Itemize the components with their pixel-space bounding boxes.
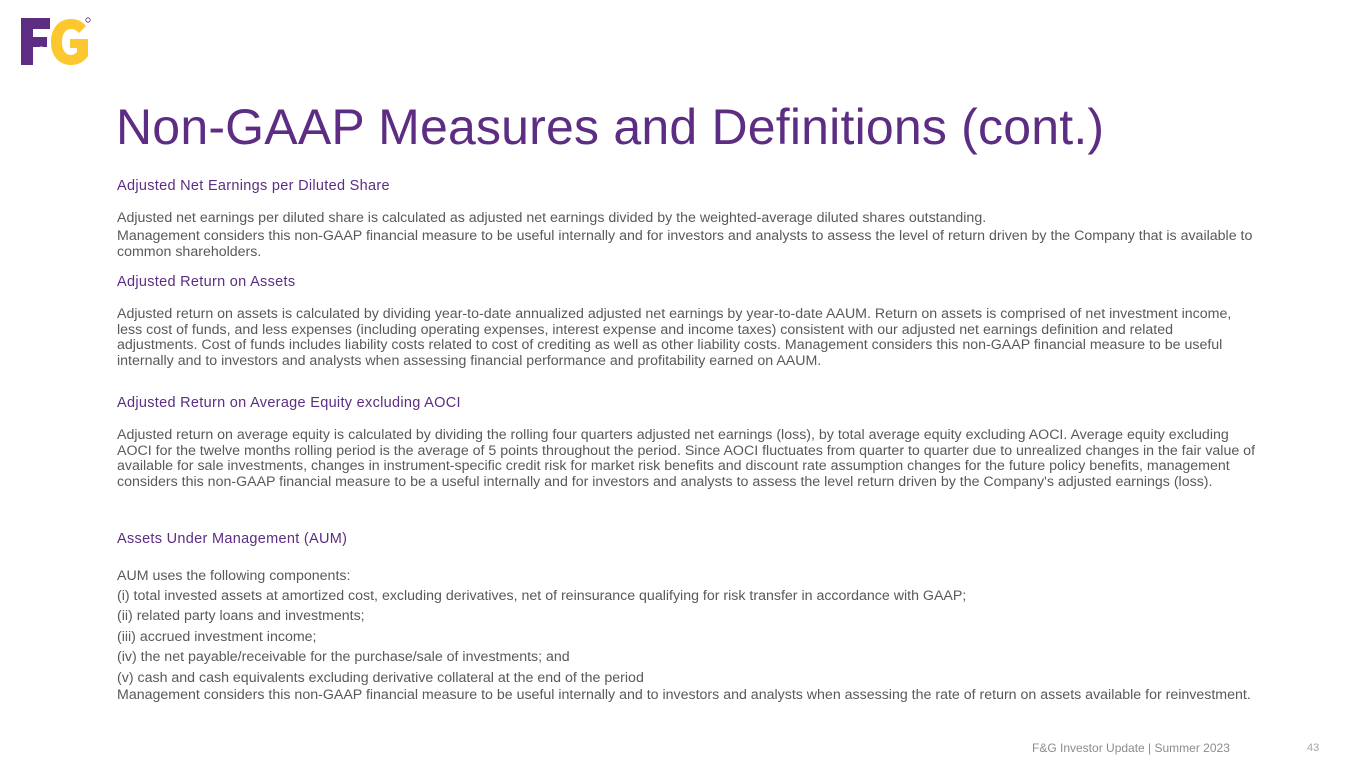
- aum-rationale: Management considers this non-GAAP financial measure to be useful internally and to investors and analysts when assessing the rate of return on assets available for reinvestment.: [117, 687, 1251, 703]
- page-number: 43: [1307, 742, 1320, 754]
- aum-component-item: (iv) the net payable/receivable for the purchase/sale of investments; and: [117, 649, 570, 665]
- adjusted-roe-body: Adjusted return on average equity is calculated by dividing the rolling four quarters adjusted net earnings (loss), by total average equity excluding AOCI. Average equity excluding AOCI for the twelve months rolling period is the average of 5 points throughout the period. Since AOCI fluctuates from quarter to quarter due to unrealized changes in the fair value of available for sale investments, changes in instrument-specific credit risk for market risk benefits and discount rate assumption changes for the future policy benefits, management considers this non-GAAP financial measure to be a useful internally and for investors and analysts to assess the level return driven by the Company's adjusted earnings (loss).: [117, 427, 1256, 491]
- adjusted-net-earnings-definition: Adjusted net earnings per diluted share is calculated as adjusted net earnings divided by the weighted-average diluted shares outstanding.: [117, 210, 987, 226]
- company-logo: [20, 16, 92, 68]
- svg-text:&: &: [37, 44, 46, 58]
- heading-adjusted-net-earnings: Adjusted Net Earnings per Diluted Share: [117, 178, 390, 194]
- adjusted-net-earnings-rationale: Management considers this non-GAAP financial measure to be useful internally and for investors and analysts to assess the level of return driven by the Company that is available to common shareholders.: [117, 228, 1253, 260]
- footer-text: F&G Investor Update | Summer 2023: [1032, 741, 1230, 755]
- adjusted-roa-body: Adjusted return on assets is calculated by dividing year-to-date annualized adjusted net earnings by year-to-date AAUM. Return on assets is comprised of net investment income, less cost of funds, and less expenses (including operating expenses, interest expense and income taxes) consistent with our adjusted net earnings definition and related adjustments. Cost of funds includes liability costs related to cost of crediting as well as other liability costs. Management considers this non-GAAP financial measure to be useful internally and to investors and analysts when assessing financial performance and profitability earned on AAUM.: [117, 306, 1232, 370]
- aum-component-item: (iii) accrued investment income;: [117, 629, 317, 645]
- aum-component-item: (v) cash and cash equivalents excluding derivative collateral at the end of the period: [117, 670, 644, 686]
- page-title: Non-GAAP Measures and Definitions (cont.): [116, 99, 1105, 155]
- aum-component-item: (i) total invested assets at amortized cost, excluding derivatives, net of reinsurance qualifying for risk transfer in accordance with GAAP;: [117, 588, 967, 604]
- fg-logo-icon: [20, 16, 92, 68]
- heading-aum: Assets Under Management (AUM): [117, 531, 348, 547]
- heading-adjusted-roe: Adjusted Return on Average Equity excluding AOCI: [117, 395, 461, 411]
- aum-intro: AUM uses the following components:: [117, 568, 351, 584]
- aum-component-item: (ii) related party loans and investments;: [117, 608, 365, 624]
- heading-adjusted-roa: Adjusted Return on Assets: [117, 274, 296, 290]
